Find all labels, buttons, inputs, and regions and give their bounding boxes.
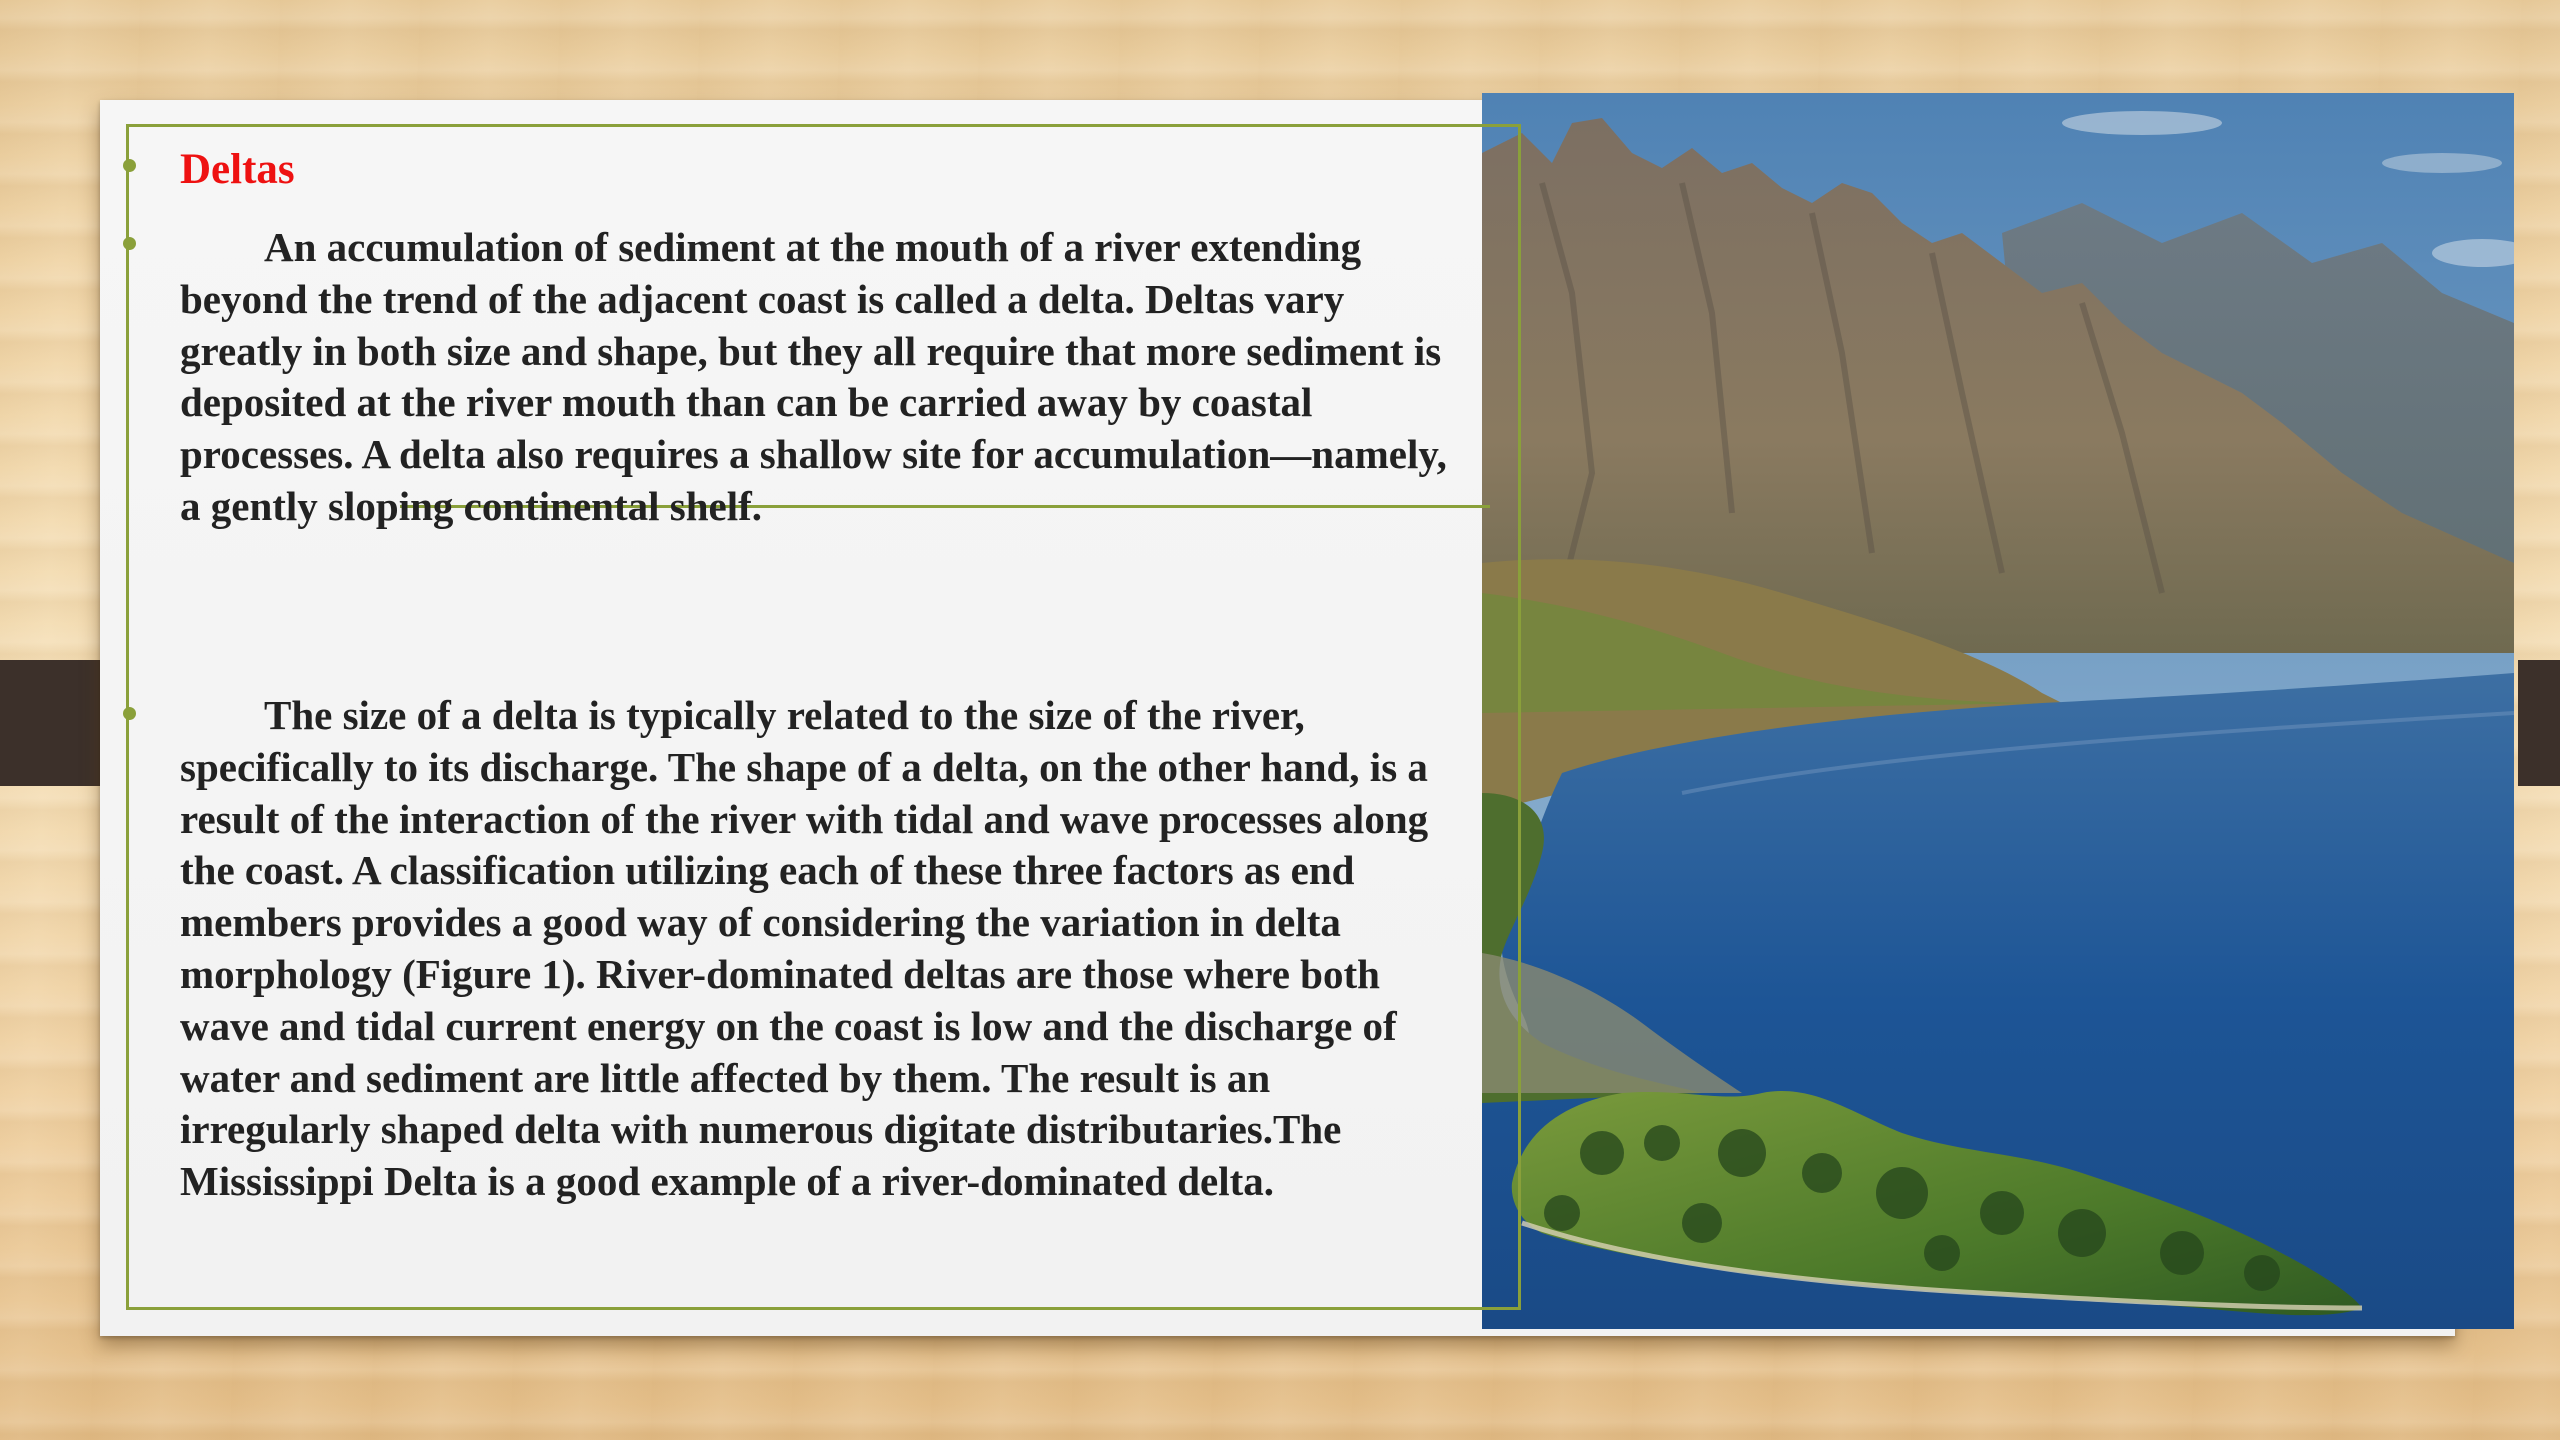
paragraph-1: An accumulation of sediment at the mouth of a river extending beyond the trend of the adjacent coast is called a delta. Deltas vary greatly in both size and shape, but they all require that more sediment is deposited at the river mouth than can be carried away by coastal processes. A delta also requires a shallow site for accumulation—namely, a gently sloping continental shelf. — [180, 224, 1447, 529]
side-tab-right — [2518, 660, 2560, 786]
slide-title: Deltas — [180, 146, 295, 193]
bullet-dot-icon — [123, 159, 136, 172]
paragraph-2: The size of a delta is typically related to the size of the river, specifically to its discharge. The shape of a delta, on the other hand, is a result of the interaction of the river with tidal and wave processes along the coast. A classification utilizing each of these three factors as end members provides a good way of considering the variation in delta morphology (Figure 1). River-dominated deltas are those where both wave and tidal current energy on the coast is low and the discharge of water and sediment are little affected by them. The result is an irregularly shaped delta with numerous digitate distributaries.The Mississippi Delta is a good example of a river-dominated delta. — [180, 692, 1429, 1205]
bullet-dot-icon — [123, 237, 136, 250]
landscape-photo — [1482, 93, 2514, 1329]
bullet-dot-icon — [123, 707, 136, 720]
